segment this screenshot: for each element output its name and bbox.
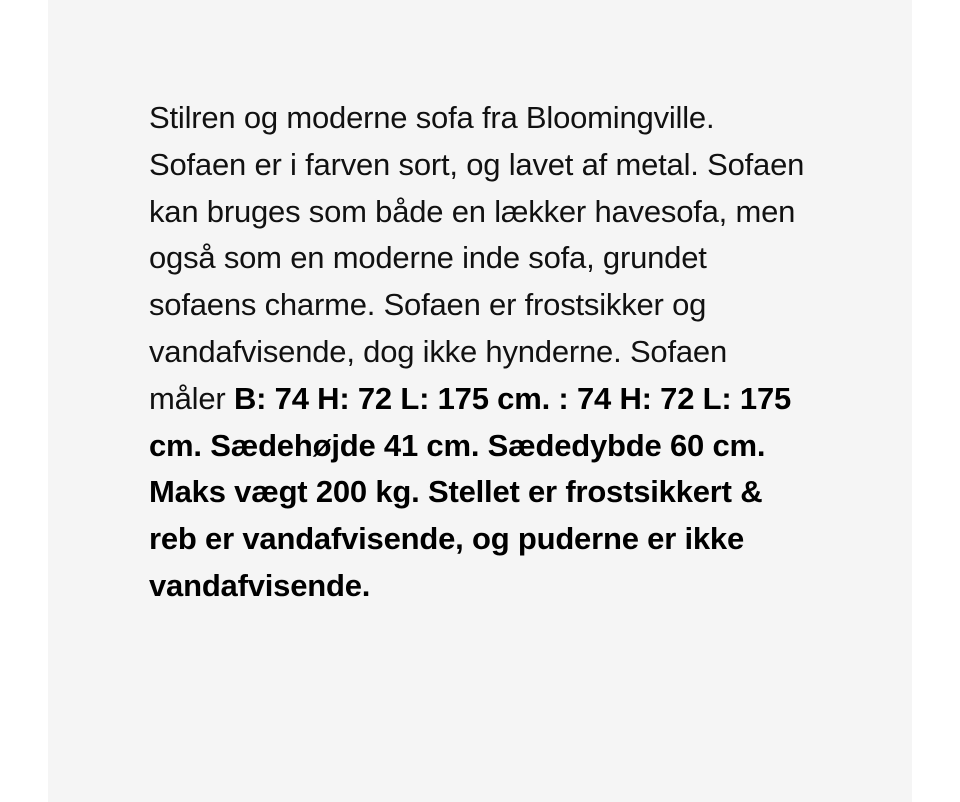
measure-details: B: 74 H: 72 L: 175 cm. : 74 H: 72 L: 175 cm. Sædehøjde 41 cm. Sædedybde 60 cm. Maks vægt 200 kg. Stellet er frostsikkert & reb er vandafvisende, og puderne er ikke vandafvisende. (149, 380, 792, 603)
product-description (149, 95, 809, 610)
description-intro: Stilren og moderne sofa fra Bloomingville. Sofaen er i farven sort, og lavet af metal. Sofaen kan bruges som både en lækker havesofa, men også som en moderne inde sofa, grundet sofaens charme. Sofaen er frostsikker og vandafvisende, dog ikke hynderne. (149, 100, 805, 369)
measure-lead: Sofaen måler (149, 333, 727, 416)
